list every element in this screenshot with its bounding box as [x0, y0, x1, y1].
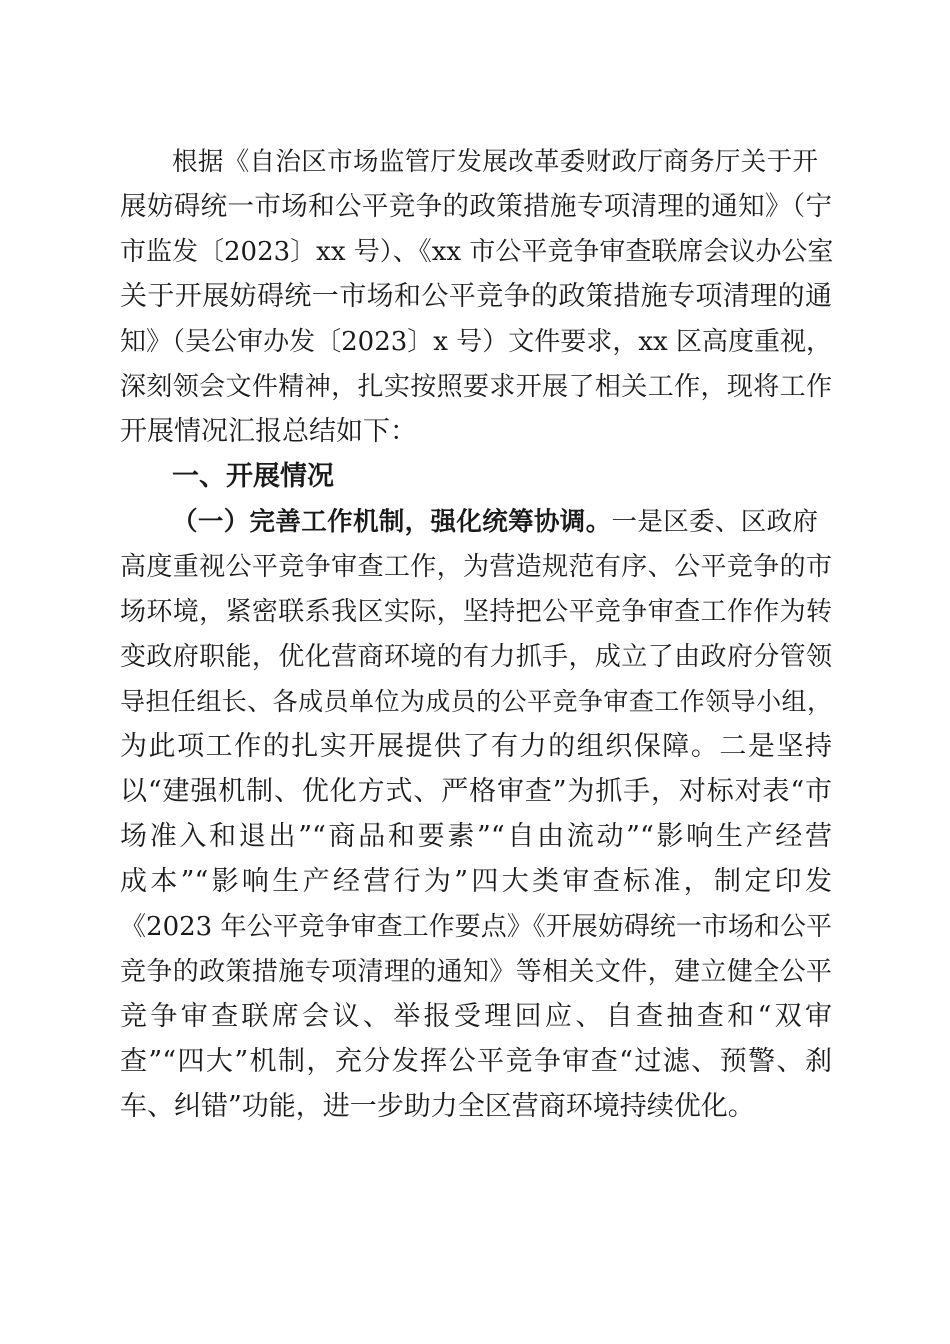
para2-lead: （一）完善工作机制，强化统筹协调。: [172, 507, 612, 537]
para2-line-13: 查”“四大”机制，充分发挥公平竞争审查“过滤、预警、刹: [120, 1046, 832, 1077]
para2-line-1: [172, 502, 818, 542]
para2-first-rest: 一是区委、区政府: [611, 507, 818, 537]
para2-line-5: 导担任组长、各成员单位为成员的公平竞争审查工作领导小组，: [120, 687, 832, 716]
para1-line-4: 关于开展妨碍统一市场和公平竞争的政策措施专项清理的通: [120, 281, 832, 312]
para1-line-2: 展妨碍统一市场和公平竞争的政策措施专项清理的通知》（宁: [120, 191, 832, 222]
para2-line-9: 成本”“影响生产经营行为”四大类审查标准，制定印发: [120, 866, 832, 897]
para2-line-14: 车、纠错”功能，进一步助力全区营商环境持续优化。: [120, 1091, 755, 1122]
para2-line-6: 为此项工作的扎实开展提供了有力的组织保障。二是坚持: [120, 731, 832, 762]
para2-line-11: 竞争的政策措施专项清理的通知》等相关文件，建立健全公平: [120, 957, 832, 987]
para1-line-1: 根据《自治区市场监管厅发展改革委财政厅商务厅关于开: [172, 147, 818, 177]
para1-line-6: 深刻领会文件精神，扎实按照要求开展了相关工作，现将工作: [120, 372, 832, 402]
para2-line-10: 《2023 年公平竞争审查工作要点》《开展妨碍统一市场和公平: [120, 912, 832, 942]
para2-line-8: 场准入和退出”“商品和要素”“自由流动”“影响生产经营: [120, 821, 832, 852]
para2-line-7: 以“建强机制、优化方式、严格审查”为抓手，对标对表“市: [120, 776, 832, 807]
para2-line-4: 变政府职能，优化营商环境的有力抓手，成立了由政府分管领: [120, 642, 832, 672]
section-heading: 一、开展情况: [172, 461, 334, 492]
para1-line-7: 开展情况汇报总结如下：: [120, 416, 417, 447]
para2-line-12: 竞争审查联席会议、举报受理回应、自查抽查和“双审: [120, 1001, 832, 1032]
para1-line-3: 市监发〔2023〕xx 号）、《xx 市公平竞争审查联席会议办公室: [120, 237, 834, 267]
para1-line-5: 知》（吴公审办发〔2023〕x 号）文件要求，xx 区高度重视，: [120, 327, 832, 357]
para2-line-2: 高度重视公平竞争审查工作，为营造规范有序、公平竞争的市: [120, 552, 832, 582]
para2-line-3: 场环境，紧密联系我区实际，坚持把公平竞争审查工作作为转: [120, 597, 832, 627]
